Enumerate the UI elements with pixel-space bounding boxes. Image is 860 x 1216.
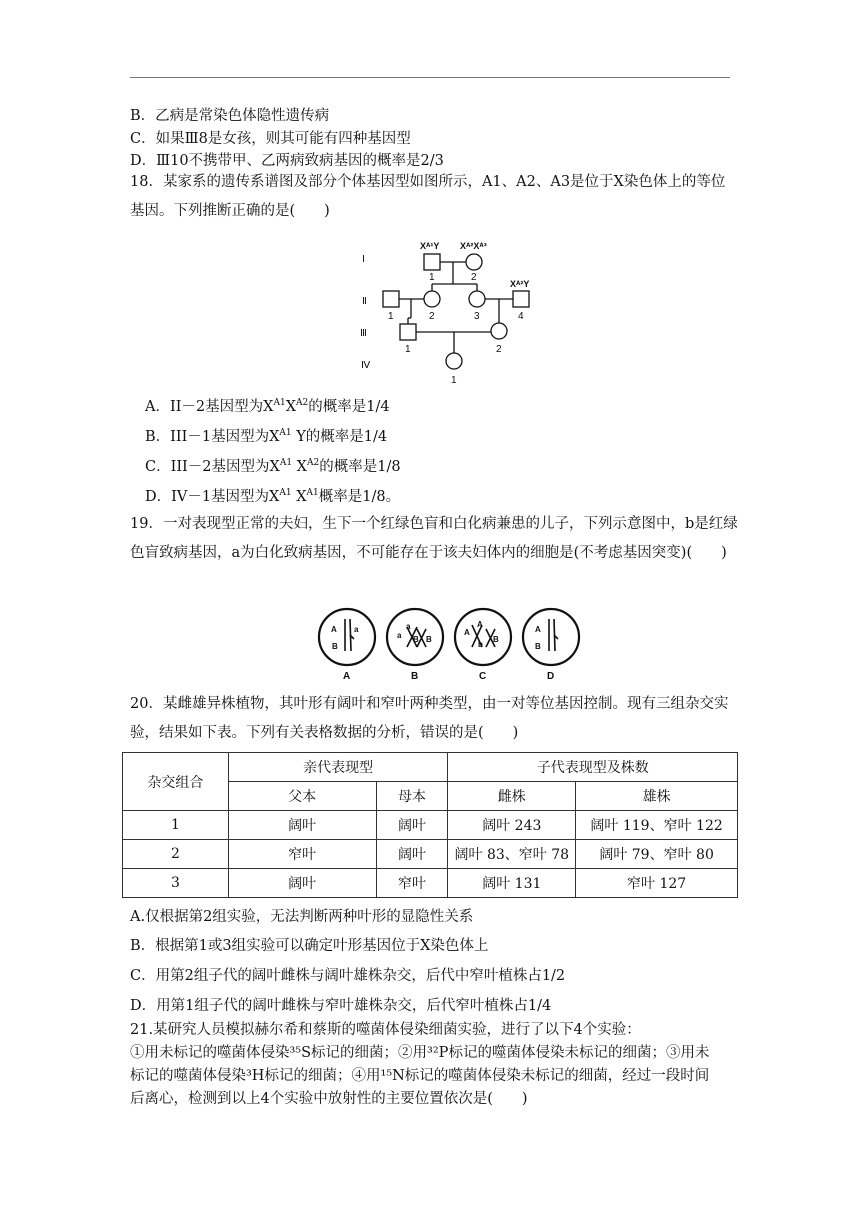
IV-1-female [446, 353, 462, 369]
q18-option-a: A．II－2基因型为$X^{A1}X^{A2}$的概率是1/4 [145, 398, 390, 415]
table-row: 3 阔叶 窄叶 阔叶 131 窄叶 127 [123, 869, 738, 898]
q17-option-d: D．Ⅲ10不携带甲、乙两病致病基因的概率是2/3 [130, 153, 444, 169]
I-1-male [424, 254, 440, 270]
cell-label-a: A [343, 671, 351, 682]
II-4-genotype: Xᴬ²Y [510, 279, 530, 289]
I-1-genotype: Xᴬ¹Y [420, 241, 440, 251]
I-2-genotype: Xᴬ²Xᴬ³ [460, 241, 487, 251]
gen-label-iii: Ⅲ [360, 328, 367, 339]
cell-d [523, 609, 579, 665]
q20-option-c: C．用第2组子代的阔叶雌株与阔叶雄株杂交，后代中窄叶植株占1/2 [130, 968, 566, 984]
I-2-female [466, 254, 482, 270]
svg-text:A: A [331, 625, 337, 634]
header-rule [130, 77, 730, 78]
II-2-female [424, 291, 440, 307]
pedigree-chart [350, 232, 550, 392]
svg-text:B: B [493, 635, 499, 644]
III-2-female [491, 323, 507, 339]
II-1-male [383, 291, 399, 307]
cell-diagrams [310, 605, 590, 685]
cell-a [319, 609, 375, 665]
cell-label-b: B [411, 671, 419, 682]
svg-text:B: B [426, 635, 432, 644]
q18-option-c: C．III－2基因型为$X^{A1}$ $X^{A2}$的概率是1/8 [145, 458, 401, 475]
q21-stem-line-3: 标记的噬菌体侵染³H标记的细菌；④用¹⁵N标记的噬菌体侵染未标记的细菌，经过一段时间 [130, 1068, 710, 1084]
q18-option-b: B．III－1基因型为$X^{A1}$ Y的概率是1/4 [145, 428, 388, 445]
q20-option-b: B．根据第1或3组实验可以确定叶形基因位于X染色体上 [130, 938, 489, 954]
q21-stem-line-2: ①用未标记的噬菌体侵染³⁵S标记的细菌；②用³²P标记的噬菌体侵染未标记的细菌；③用未 [130, 1045, 710, 1061]
header-father: 父本 [228, 782, 376, 811]
q20-option-a: A.仅根据第2组实验，无法判断两种叶形的显隐性关系 [130, 909, 474, 925]
svg-text:b: b [478, 640, 483, 649]
header-male: 雄株 [576, 782, 738, 811]
table-row: 1 阔叶 阔叶 阔叶 243 阔叶 119、窄叶 122 [123, 811, 738, 840]
header-group: 杂交组合 [123, 753, 229, 811]
header-mother: 母本 [376, 782, 448, 811]
gen-label-ii: Ⅱ [362, 296, 367, 307]
I-1-number: 1 [429, 272, 435, 283]
q17-option-c: C．如果Ⅲ8是女孩，则其可能有四种基因型 [130, 131, 411, 147]
II-3-female [469, 291, 485, 307]
cross-results-table [122, 752, 738, 898]
svg-text:A: A [464, 628, 470, 637]
table-row: 2 窄叶 阔叶 阔叶 83、窄叶 78 阔叶 79、窄叶 80 [123, 840, 738, 869]
svg-text:a: a [397, 631, 402, 640]
II-4-number: 4 [518, 311, 524, 322]
III-1-number: 1 [405, 344, 411, 355]
q21-stem-line-1: 21.某研究人员模拟赫尔希和蔡斯的噬菌体侵染细菌实验，进行了以下4个实验： [130, 1022, 641, 1038]
II-3-number: 3 [474, 311, 480, 322]
svg-text:A: A [535, 625, 541, 634]
gen-label-i: Ⅰ [362, 254, 365, 265]
q19-stem: 19．一对表现型正常的夫妇，生下一个红绿色盲和白化病兼患的儿子，下列示意图中，b是红绿色盲致病基因，a为白化致病基因，不可能存在于该夫妇体内的细胞是(不考虑基因突变)( ) [130, 516, 738, 561]
q17-option-b: B．乙病是常染色体隐性遗传病 [130, 108, 330, 124]
II-2-number: 2 [429, 311, 435, 322]
III-1-male [400, 324, 416, 340]
gen-label-iv: Ⅳ [361, 360, 371, 371]
svg-text:a: a [354, 625, 359, 634]
q18-option-d: D．IV－1基因型为$X^{A1}$ $X^{A1}$概率是1/8。 [145, 488, 401, 505]
cell-label-d: D [547, 671, 555, 682]
q20-stem: 20．某雌雄异株植物，其叶形有阔叶和窄叶两种类型，由一对等位基因控制。现有三组杂交实验，结果如下表。下列有关表格数据的分析，错误的是( ) [130, 696, 729, 741]
cell-c [455, 609, 511, 665]
svg-text:A: A [477, 620, 483, 629]
II-4-male [513, 291, 529, 307]
II-1-number: 1 [388, 311, 394, 322]
q20-option-d: D．用第1组子代的阔叶雌株与窄叶雄株杂交，后代窄叶植株占1/4 [130, 998, 552, 1014]
svg-text:B: B [332, 642, 338, 651]
header-offspring: 子代表现型及株数 [448, 753, 738, 782]
I-2-number: 2 [471, 272, 477, 283]
header-parent: 亲代表现型 [228, 753, 448, 782]
q18-stem: 18．某家系的遗传系谱图及部分个体基因型如图所示，A1、A2、A3是位于X染色体上的等位基因。下列推断正确的是( ) [130, 174, 726, 219]
IV-1-number: 1 [451, 375, 457, 386]
cell-label-c: C [479, 671, 487, 682]
svg-text:B: B [535, 642, 541, 651]
header-female: 雌株 [448, 782, 576, 811]
q21-stem-line-4: 后离心，检测到以上4个实验中放射性的主要位置依次是( ) [130, 1091, 528, 1107]
III-2-number: 2 [496, 344, 502, 355]
svg-text:B: B [413, 635, 419, 644]
svg-text:a: a [406, 622, 411, 631]
